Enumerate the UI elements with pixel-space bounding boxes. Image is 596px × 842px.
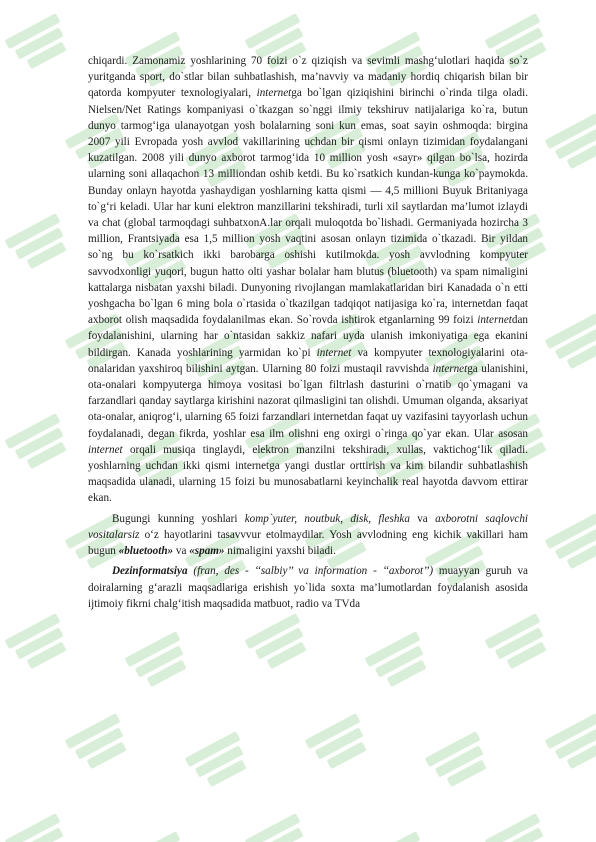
watermark-mark	[423, 727, 498, 796]
text-run: ga bo`lgan qiziqishini birinchi o`rinda tilga oladi. Nielsen/Net Ratings kompaniyasi o`tkazgan so`nggi ilmiy tekshiruv natijalariga ko`ra, butun dunyo tarmog‘iga ulanayotgan yosh bolalarning soni kun emas, soat sayin oshmoqda: birgina 2007 yili Evropada yosh avvlod vakillarining uchdan bir qismi onlayn tizimidan foydalangani kuzatilgan. 2008 yili dunyo axborot tarmog‘ida 10 million yosh «sayr» qilgan bo`lsa, hozirda ularning soni allaqachon 13 milliondan oshib ketdi. Bu ko`rsatkich kundan-kunga ko`paymokda. Bunday onlayn hayotda yashaydigan yoshlarning katta qismi — 4,5 millioni Buyuk Britaniyaga to`g‘ri keladi. Ular har kuni elektron manzillarini tekshiradi, turli xil saytlardan ma’lumot izlaydi va chat (global tarmoqdagi suhbatxonA.lar orqali muloqotda bo`lishadi. Germaniyada hozircha 3 million, Frantsiyada esa 1,5 million yosh vaqtini asosan onlayn tizimida o`tkazadi. Bir yildan so`ng bu ko`rsatkich ikki barobarga oshishi kutilmokda. yosh avvlodning kompyuter savvodxonligi yuqori, bugun hatto olti yashar bolalar ham blutus (bluetooth) va spam nimaligini kattalarga nisbatan yaxshi biladi. Dunyoning rivojlangan mamlakatlaridan biri Kanadada o`n etti yoshgacha bo`lgan 6 ming bola o`rtasida o`tkazilgan tadqiqot natijasiga ko`ra, internetdan faqat axborot olish maqsadida foydalanilmas ekan. So`rovda ishtirok etganlarning 99 foizi	[88, 87, 528, 327]
watermark-mark	[543, 709, 596, 778]
emphasis-text: komp`yuter, noutbuk, disk, fleshka	[244, 512, 410, 525]
watermark-mark	[63, 709, 138, 778]
emphasis-text: axborotni saqlovchi vositalarsiz	[88, 512, 528, 541]
watermark-mark	[243, 809, 318, 842]
watermark-mark	[543, 309, 596, 378]
text-run: va	[409, 512, 436, 525]
text-run: dan foydalanishini, ularning har o`ntasidan sakkiz nafari uyda ulanish imkoniyatiga ega ekanini bildirgan. Kanada yoshlarining yarmidan ko`pi	[88, 314, 528, 359]
watermark-mark	[3, 409, 78, 478]
text-run: nimaligini yaxshi biladi.	[224, 545, 336, 558]
emphasis-text: internet	[88, 443, 123, 456]
watermark-mark	[543, 509, 596, 578]
emphasis-text: «bluetooth»	[118, 545, 174, 558]
paragraph	[88, 53, 528, 507]
watermark-mark	[303, 709, 378, 778]
text-run: Bugungi kunning yoshlari	[112, 512, 245, 525]
watermark-mark	[363, 627, 438, 696]
text-run: chiqardi. Zamonamiz yoshlarining 70 foizi o`z qiziqish va sevimli mashg‘ulotlari haqida so`z yuritganda sport, do`stlar bilan suhbatlashish, ma’navviy va madaniy hordiq chiqarish bilan bir qatorda kompyuter texnologiyalari,	[88, 55, 528, 100]
emphasis-text: internet	[477, 314, 512, 327]
text-run: va kompyuter texnologiyalarini ota-onalaridan yaxshiroq bilishini aytgan. Ularning 80 foizi mustaqil ravvishda	[88, 346, 528, 375]
text-run: orqali musiqa tinglaydi, elektron manzilni tekshiradi, xullas, vaktichog‘lik qiladi. yoshlarning uchdan ikki qismi internetga yangi dustlar orttirish va kim bilandir suhbatlashish maqsadida ulanadi, ularning 15 foizi bu munosabatlarni keyinchalik real hayotda davvom ettirar ekan.	[88, 443, 528, 505]
paragraph	[88, 563, 528, 612]
emphasis-text: (fran, des - ‘‘salbiy’’ va information - ‘‘axborot’’)	[187, 565, 434, 578]
emphasis-text: internet	[316, 346, 352, 359]
emphasis-text: Dezinformatsiya	[112, 565, 188, 578]
watermark-mark	[123, 827, 198, 842]
watermark-mark	[3, 209, 78, 278]
watermark-mark	[123, 627, 198, 696]
emphasis-text: internet	[432, 362, 468, 375]
watermark-mark	[3, 609, 78, 678]
paragraph	[88, 511, 528, 560]
watermark-mark	[3, 809, 78, 842]
watermark-mark	[483, 609, 558, 678]
text-run: va	[173, 545, 190, 558]
watermark-mark	[363, 827, 438, 842]
text-run: ga ulanishini, ota-onalari kompyuterga himoya vositasi bo`lgan filtrlash dasturini o`rnatib qo`ymagani va farzandlari qanday saytlarga kirishini nazorat qilmasligini tan olishdi. Umuman olganda, aksariyat ota-onalar, aniqrog‘i, ularning 65 foizi farzandlari internetdan faqat uy vazifasini tayyorlash uchun foydalanadi, degan fikrda, yoshlar esa ilm olishni eng oxirgi o`ringa qo`yar ekan. Ular asosan	[88, 362, 528, 440]
watermark-mark	[243, 609, 318, 678]
watermark-mark	[483, 809, 558, 842]
text-run: muayyan guruh va doiralarning g‘arazli maqsadlariga erishish yo`lida soxta ma’lumotlardan foydalanish asosida ijtimoiy fikrni chalg‘itish maqsadida matbuot, radio va TVda	[88, 565, 528, 610]
text-run: o‘z hayotlarini tasavvvur etolmaydilar. Yosh avvlodning eng kichik vakillari ham bugun	[88, 528, 528, 558]
emphasis-text: «spam»	[189, 545, 225, 558]
watermark-mark	[543, 109, 596, 178]
watermark-mark	[3, 9, 78, 78]
watermark-mark	[183, 727, 258, 796]
document-page	[88, 53, 528, 612]
emphasis-text: internet	[256, 87, 292, 100]
